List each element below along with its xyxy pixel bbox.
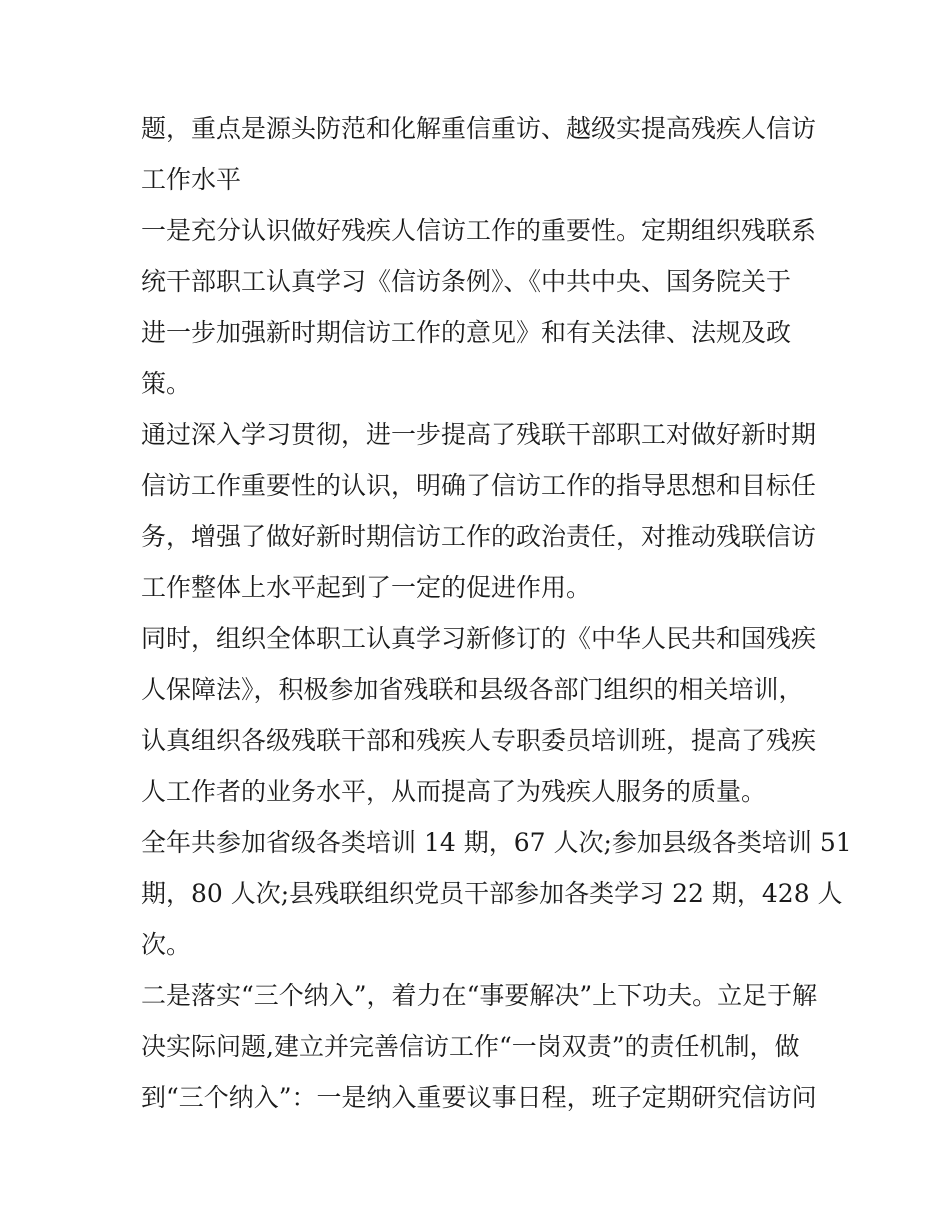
text-line: 次。 [141,930,192,959]
text-line: 到“三个纳入”：一是纳入重要议事日程，班子定期研究信访问 [141,1083,817,1112]
text-line: 决实际问题,建立并完善信访工作“一岗双责”的责任机制，做 [141,1032,800,1061]
text-line: 期，80 人次;县残联组织党员干部参加各类学习 22 期，428 人 [141,879,843,908]
text-line: 一是充分认识做好残疾人信访工作的重要性。定期组织残联系 [141,216,817,245]
text-line: 务，增强了做好新时期信访工作的政治责任，对推动残联信访 [141,522,817,551]
text-line: 通过深入学习贯彻，进一步提高了残联干部职工对做好新时期 [141,420,817,449]
text-line: 二是落实“三个纳入”，着力在“事要解决”上下功夫。立足于解 [141,981,818,1010]
text-line: 认真组织各级残联干部和残疾人专职委员培训班，提高了残疾 [141,726,817,755]
text-line: 统干部职工认真学习《信访条例》、《中共中央、国务院关于 [141,267,792,296]
text-line: 人工作者的业务水平，从而提高了为残疾人服务的质量。 [141,777,767,806]
text-line: 工作水平 [141,165,242,194]
text-line: 同时，组织全体职工认真学习新修订的《中华人民共和国残疾 [141,624,817,653]
text-line: 信访工作重要性的认识，明确了信访工作的指导思想和目标任 [141,471,817,500]
text-line: 人保障法》，积极参加省残联和县级各部门组织的相关培训， [141,675,804,704]
text-line: 策。 [141,369,192,398]
body-text [141,103,852,1123]
text-line: 进一步加强新时期信访工作的意见》和有关法律、法规及政 [141,318,792,347]
text-line: 题，重点是源头防范和化解重信重访、越级实提高残疾人信访 [141,114,817,143]
text-line: 全年共参加省级各类培训 14 期，67 人次;参加县级各类培训 51 [141,828,852,857]
text-line: 工作整体上水平起到了一定的促进作用。 [141,573,592,602]
